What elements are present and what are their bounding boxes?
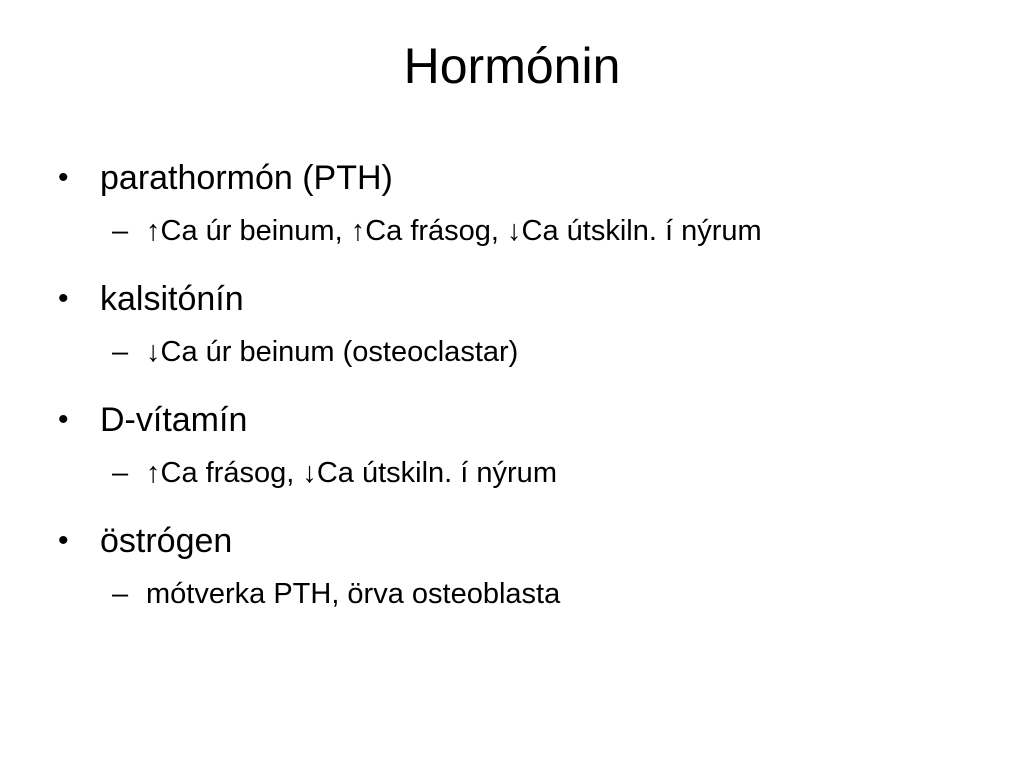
- sub-item-calcitonin: [58, 327, 988, 377]
- sub-item-label: ↓Ca úr beinum (osteoclastar): [146, 336, 519, 368]
- list-item-label: östrógen: [100, 522, 233, 560]
- bullet-icon: •: [58, 161, 69, 194]
- bullet-icon: •: [58, 403, 69, 436]
- sub-item-label: mótverka PTH, örva osteoblasta: [146, 578, 561, 610]
- slide-title: Hormónin: [403, 38, 621, 94]
- dash-icon: –: [112, 457, 129, 489]
- list-item-vitamin-d: [58, 392, 988, 448]
- sub-item-label: ↑Ca úr beinum, ↑Ca frásog, ↓Ca útskiln. í nýrum: [146, 215, 762, 247]
- list-item-estrogen: [58, 513, 988, 569]
- dash-icon: –: [112, 215, 129, 247]
- list-item-label: D-vítamín: [100, 401, 248, 439]
- sub-item-vitamin-d: [58, 448, 988, 498]
- sub-item-estrogen: [58, 569, 988, 619]
- dash-icon: –: [112, 578, 129, 610]
- bullet-icon: •: [58, 524, 69, 557]
- list-item-pth: [58, 150, 988, 206]
- dash-icon: –: [112, 336, 129, 368]
- list-item-label: kalsitónín: [100, 280, 244, 318]
- list-item-label: parathormón (PTH): [100, 159, 393, 197]
- bullet-list: [58, 150, 988, 634]
- sub-item-pth: [58, 206, 988, 256]
- bullet-icon: •: [58, 282, 69, 315]
- list-item-calcitonin: [58, 271, 988, 327]
- sub-item-label: ↑Ca frásog, ↓Ca útskiln. í nýrum: [146, 457, 557, 489]
